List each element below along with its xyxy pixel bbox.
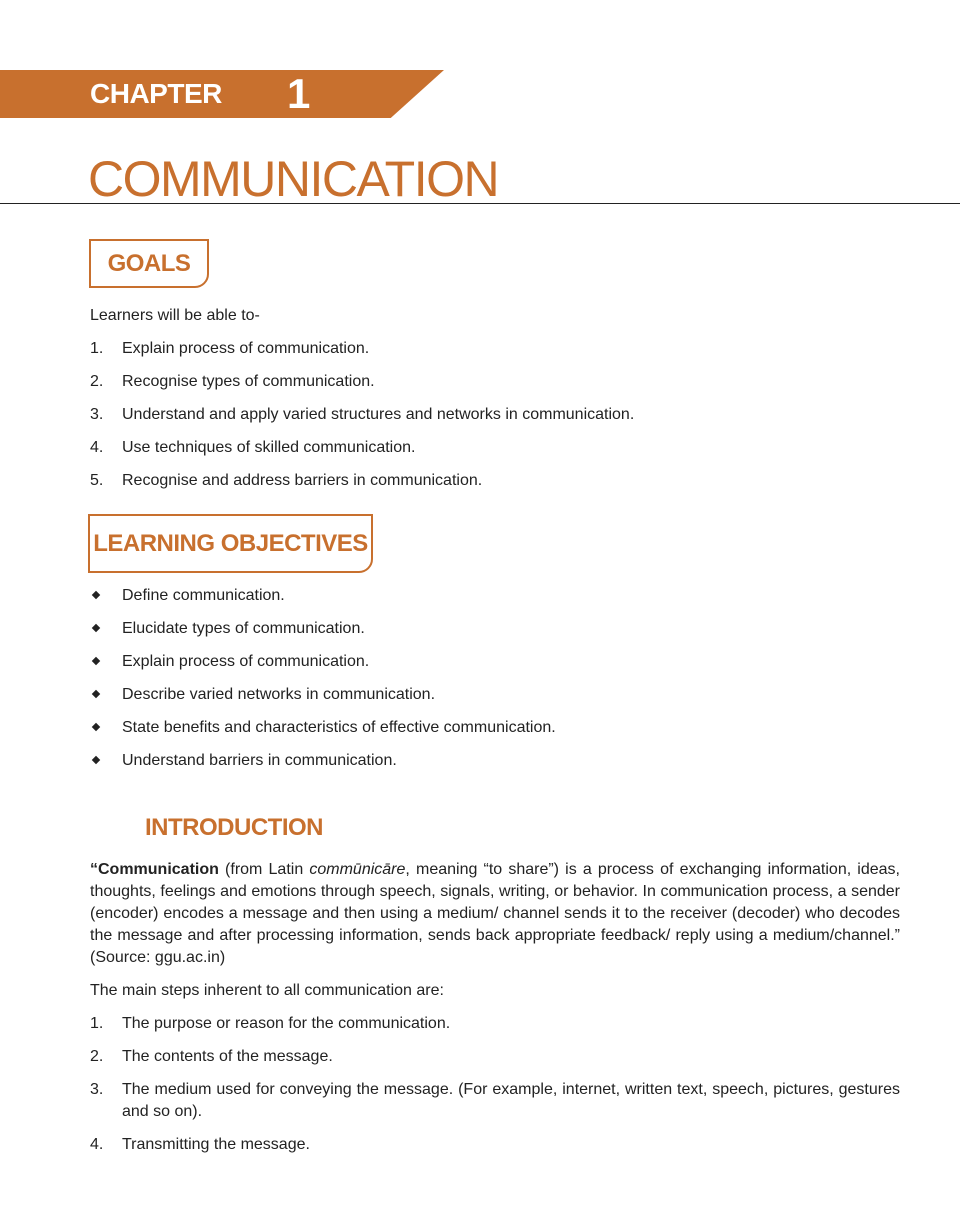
- goals-intro: Learners will be able to-: [90, 307, 260, 324]
- item-number: 5.: [90, 472, 104, 489]
- chapter-banner: [0, 70, 444, 118]
- item-text: Use techniques of skilled communication.: [122, 439, 416, 456]
- item-number: 2.: [90, 1048, 104, 1065]
- latin-term: commūnicāre: [309, 861, 406, 878]
- item-text: Transmitting the message.: [122, 1136, 310, 1153]
- learning-objectives-heading: LEARNING OBJECTIVES: [88, 514, 373, 573]
- paragraph-text: , meaning “to share”) is a process of exchanging information, ideas, thoughts, feelings and emotions through speech, signals, writing, or behavior. In communication process, a sender (encoder) encodes a message and then using a medium/ channel sends it to the receiver (decoder) who decodes the message and after processing information, sends back appropriate feedback/ reply using a medium/channel.” (Source: ggu.ac.in): [90, 861, 900, 966]
- item-text: Understand and apply varied structures and networks in communication.: [122, 406, 635, 423]
- steps-intro: The main steps inherent to all communication are:: [90, 982, 444, 999]
- item-text: Understand barriers in communication.: [122, 752, 397, 769]
- item-number: 2.: [90, 373, 104, 390]
- diamond-bullet-icon: [92, 690, 100, 698]
- item-text: Explain process of communication.: [122, 340, 370, 357]
- item-text: The medium used for conveying the message. (For example, internet, written text, speech, pictures, gestures and so on).: [122, 1081, 900, 1120]
- title-divider: [0, 203, 960, 204]
- item-text: Elucidate types of communication.: [122, 620, 365, 637]
- item-text: The purpose or reason for the communication.: [122, 1015, 451, 1032]
- item-text: Describe varied networks in communication.: [122, 686, 436, 703]
- item-text: Define communication.: [122, 587, 285, 604]
- diamond-bullet-icon: [92, 657, 100, 665]
- item-text: State benefits and characteristics of effective communication.: [122, 719, 556, 736]
- diamond-bullet-icon: [92, 591, 100, 599]
- item-text: Explain process of communication.: [122, 653, 370, 670]
- item-number: 4.: [90, 1136, 104, 1153]
- diamond-bullet-icon: [92, 624, 100, 632]
- diamond-bullet-icon: [92, 756, 100, 764]
- item-text: Recognise and address barriers in communication.: [122, 472, 483, 489]
- chapter-number: 1: [287, 70, 311, 117]
- item-number: 1.: [90, 340, 104, 357]
- chapter-label: CHAPTER: [90, 78, 222, 109]
- item-number: 3.: [90, 406, 104, 423]
- item-text: The contents of the message.: [122, 1048, 333, 1065]
- definition-term: “Communication: [90, 861, 219, 878]
- goals-heading: GOALS: [89, 239, 209, 288]
- introduction-heading: INTRODUCTION: [145, 814, 323, 841]
- item-number: 3.: [90, 1081, 104, 1098]
- diamond-bullet-icon: [92, 723, 100, 731]
- item-text: Recognise types of communication.: [122, 373, 375, 390]
- introduction-paragraph: [90, 859, 900, 969]
- page-title: COMMUNICATION: [88, 151, 499, 207]
- paragraph-text: (from Latin: [218, 861, 310, 878]
- item-number: 4.: [90, 439, 104, 456]
- item-number: 1.: [90, 1015, 104, 1032]
